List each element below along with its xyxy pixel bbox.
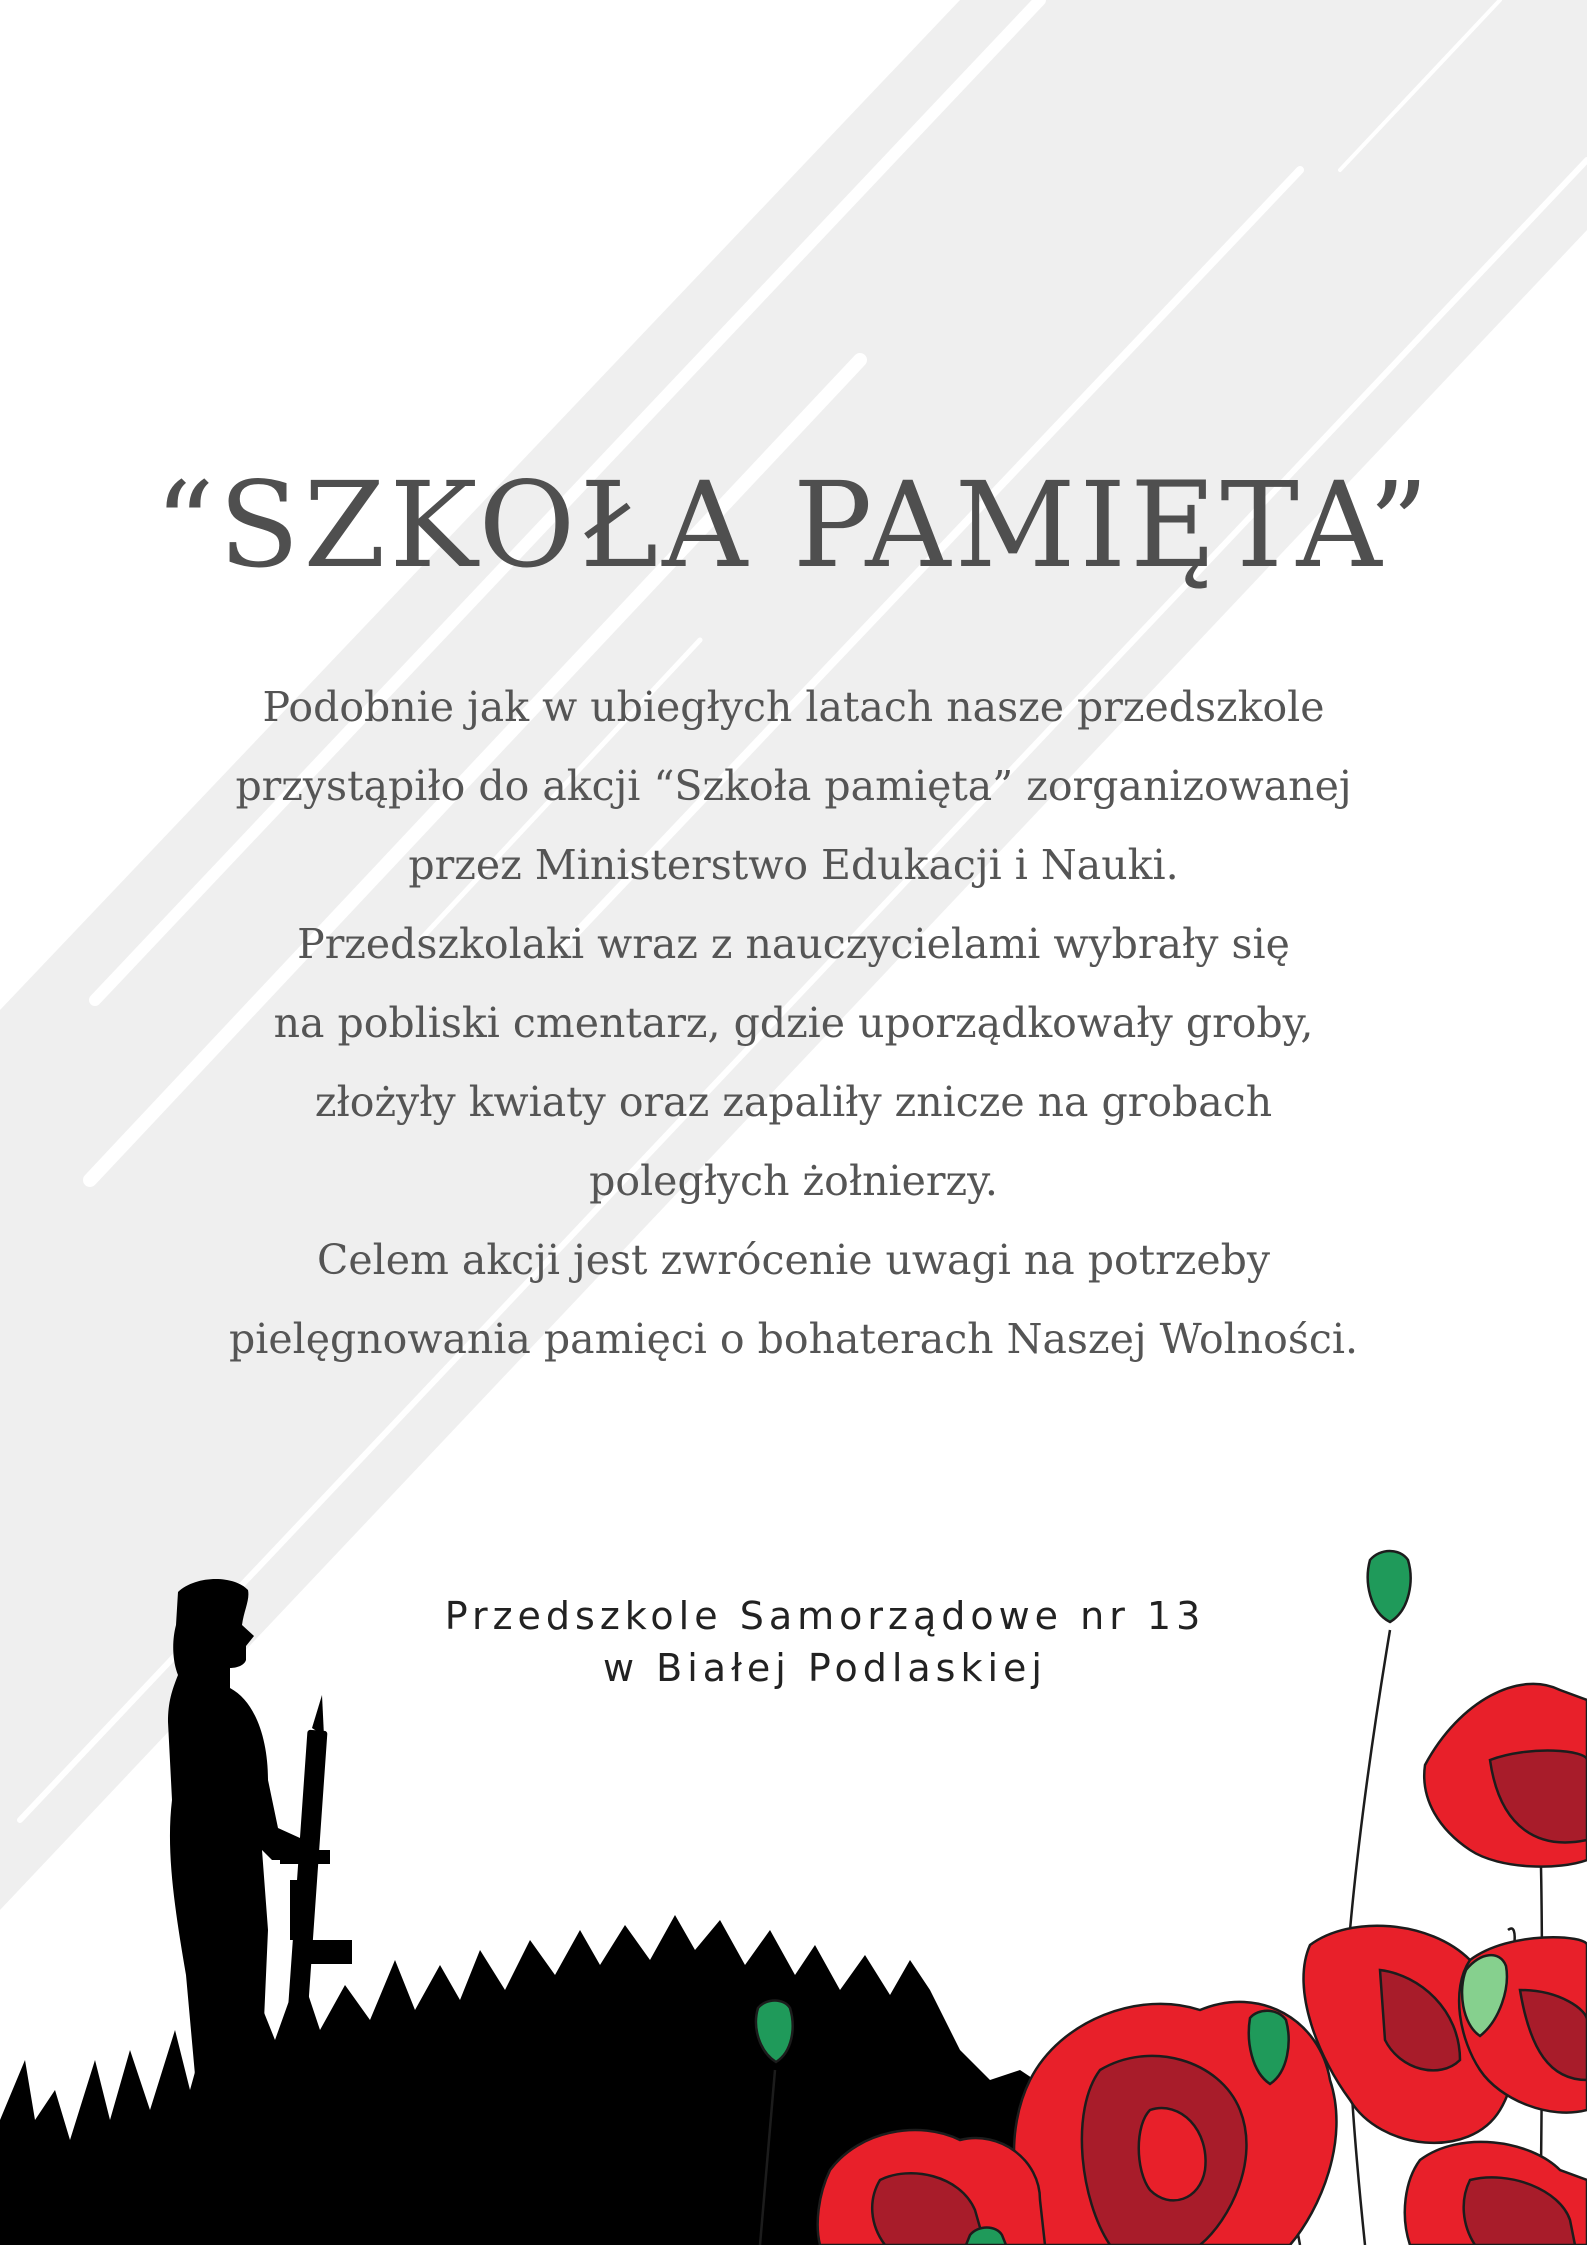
body-line: przez Ministerstwo Edukacji i Nauki. bbox=[408, 841, 1179, 889]
body-line: Przedszkolaki wraz z nauczycielami wybrały się bbox=[297, 920, 1290, 968]
poster-title: “SZKOŁA PAMIĘTA” bbox=[154, 456, 1433, 594]
body-line: Celem akcji jest zwrócenie uwagi na potrzeby bbox=[316, 1236, 1271, 1284]
body-line: pielęgnowania pamięci o bohaterach Naszej Wolności. bbox=[229, 1315, 1358, 1363]
body-line: przystąpiło do akcji “Szkoła pamięta” zorganizowanej bbox=[235, 762, 1352, 810]
organization-name: Przedszkole Samorządowe nr 13 bbox=[444, 1594, 1206, 1638]
organization-signature bbox=[0, 1590, 1587, 1694]
body-line: złożyły kwiaty oraz zapaliły znicze na grobach bbox=[314, 1078, 1273, 1126]
body-line: Podobnie jak w ubiegłych latach nasze przedszkole bbox=[262, 683, 1325, 731]
body-line: poległych żołnierzy. bbox=[589, 1157, 998, 1205]
body-line: na pobliski cmentarz, gdzie uporządkowały groby, bbox=[273, 999, 1314, 1047]
poster-body-text bbox=[150, 668, 1437, 1379]
organization-location: w Białej Podlaskiej bbox=[603, 1646, 1047, 1690]
